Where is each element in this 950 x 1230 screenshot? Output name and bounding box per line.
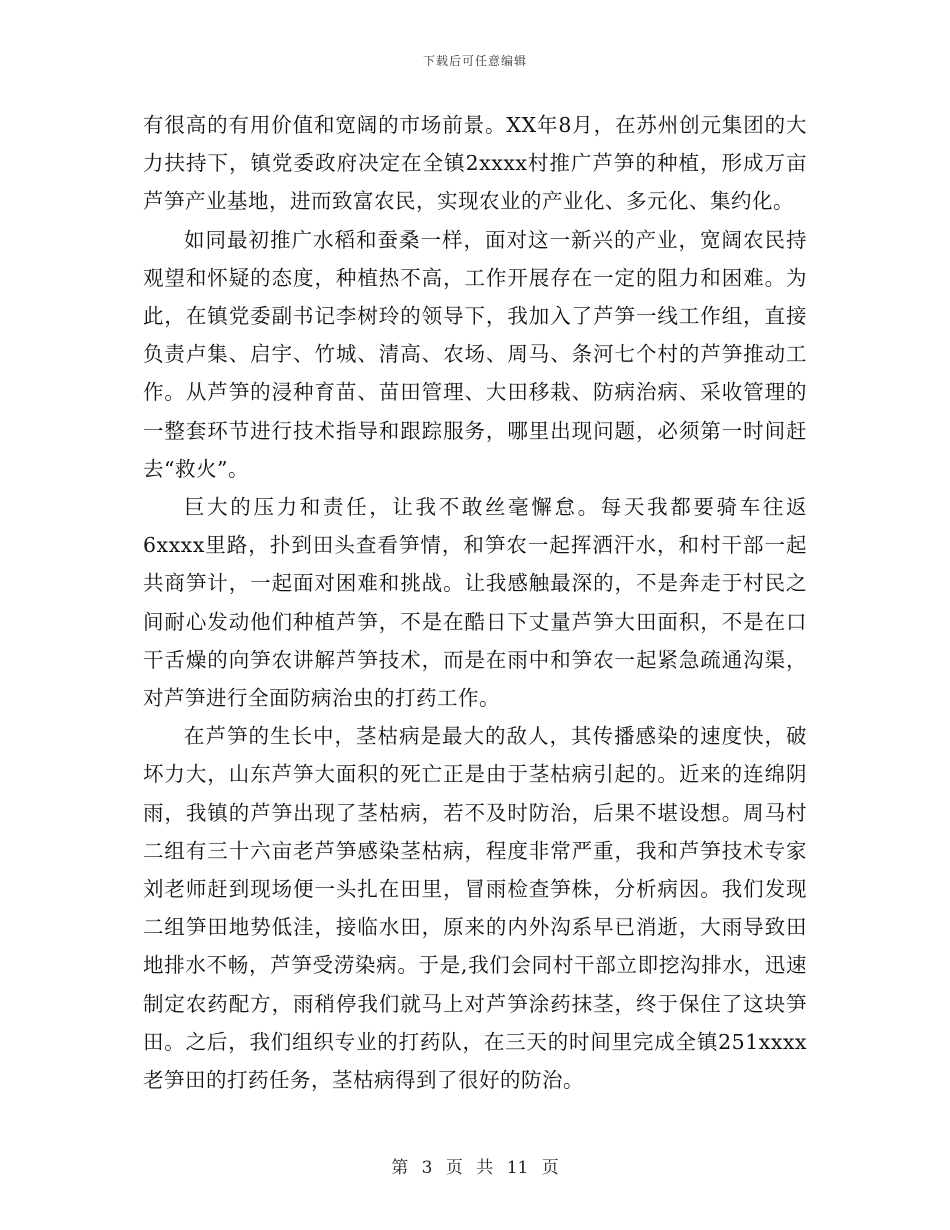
paragraph-2: 如同最初推广水稻和蚕桑一样，面对这一新兴的产业，宽阔农民持观望和怀疑的态度，种植热不高，工作开展存在一定的阻力和困难。为此，在镇党委副书记李树玲的领导下，我加入了芦笋一线工作组，直接负责卢集、启宇、竹城、清高、农场、周马、条河七个村的芦笋推动工作。从芦笋的浸种育苗、苗田管理、大田移栽、防病治病、采收管理的一整套环节进行技术指导和跟踪服务，哪里出现问题，必须第一时间赶去“救火”。 [143, 227, 807, 481]
page-number-footer: 第 3 页 共 11 页 [391, 1158, 559, 1178]
paragraph-4: 在芦笋的生长中，茎枯病是最大的敌人，其传播感染的速度快，破坏力大，山东芦笋大面积的死亡正是由于茎枯病引起的。近来的连绵阴雨，我镇的芦笋出现了茎枯病，若不及时防治，后果不堪设想。周马村二组有三十六亩老芦笋感染茎枯病，程度非常严重，我和芦笋技术专家刘老师赶到现场便一头扎在田里，冒雨检查笋株，分析病因。我们发现二组笋田地势低洼，接临水田，原来的内外沟系早已消逝，大雨导致田地排水不畅，芦笋受涝染病。于是,我们会同村干部立即挖沟排水，迅速制定农药配方，雨稍停我们就马上对芦笋涂药抹茎，终于保住了这块笋田。之后，我们组织专业的打药队，在三天的时间里完成全镇251xxxx老笋田的打药任务，茎枯病得到了很好的防治。 [143, 724, 807, 1093]
paragraph-3: 巨大的压力和责任，让我不敢丝毫懈怠。每天我都要骑车往返6xxxx里路，扑到田头查看笋情，和笋农一起挥洒汗水，和村干部一起共商笋计，一起面对困难和挑战。让我感触最深的，不是奔走于村民之间耐心发动他们种植芦笋，不是在酷日下丈量芦笋大田面积，不是在口干舌燥的向笋农讲解芦笋技术，而是在雨中和笋农一起紧急疏通沟渠，对芦笋进行全面防病治虫的打药工作。 [143, 495, 807, 711]
document-body [143, 106, 807, 1099]
page-header: 下载后可任意编辑 [422, 54, 527, 68]
paragraph-1: 有很高的有用价值和宽阔的市场前景。XX年8月，在苏州创元集团的大力扶持下，镇党委政府决定在全镇2xxxx村推广芦笋的种植，形成万亩芦笋产业基地，进而致富农民，实现农业的产业化、多元化、集约化。 [143, 113, 807, 214]
